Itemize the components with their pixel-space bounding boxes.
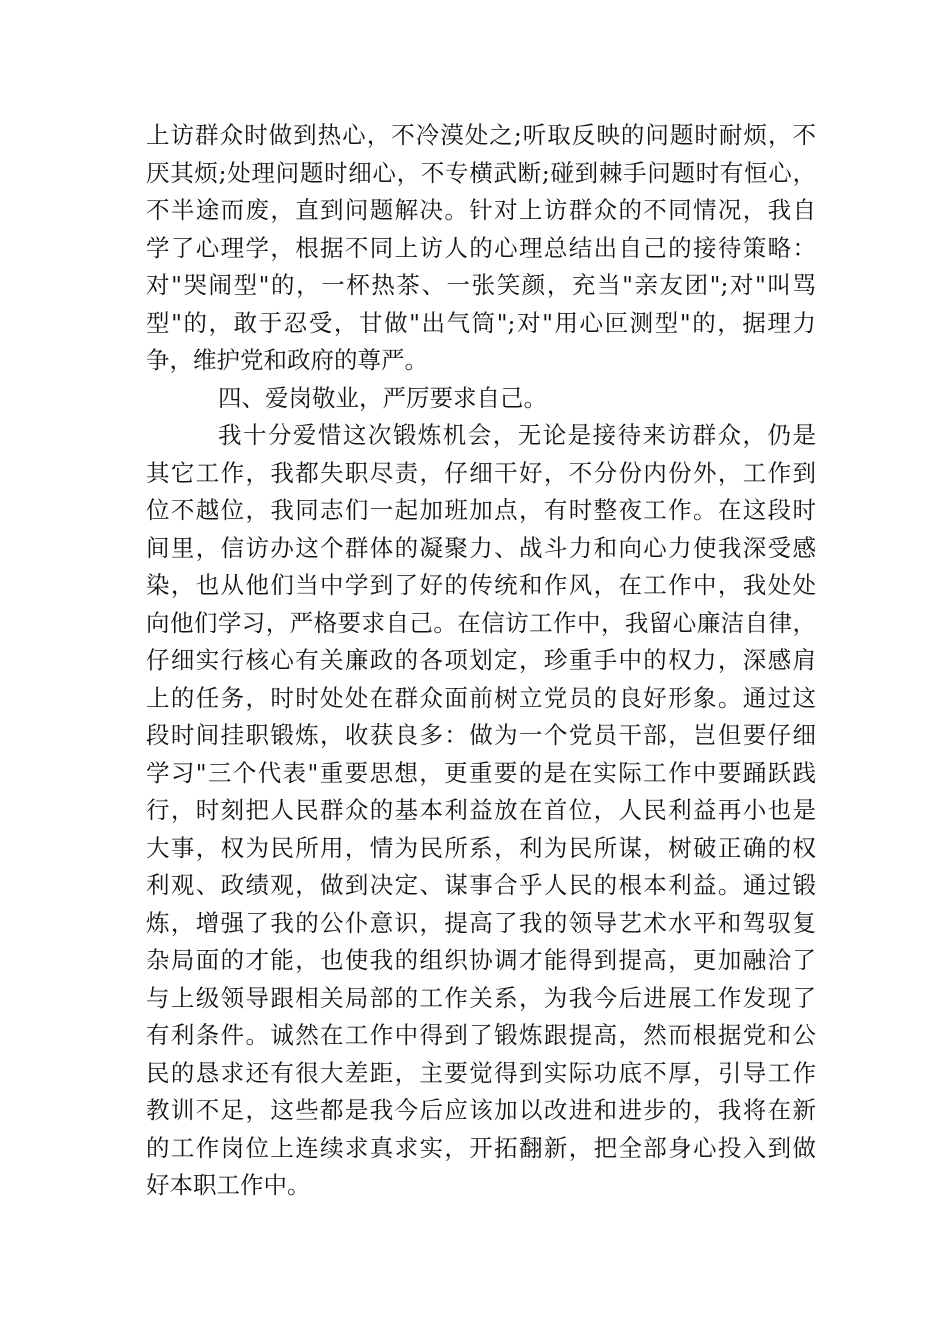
- text-line: 杂局面的才能，也使我的组织协调才能得到提高，更加融洽了: [146, 946, 816, 974]
- text-line: 与上级领导跟相关局部的工作关系，为我今后进展工作发现了: [146, 983, 816, 1012]
- text-line: 位不越位，我同志们一起加班加点，有时整夜工作。在这段时: [146, 496, 816, 524]
- text-line: 争，维护党和政府的尊严。: [146, 346, 428, 374]
- text-line: 向他们学习，严格要求自己。在信访工作中，我留心廉洁自律，: [146, 608, 816, 637]
- text-line: 行，时刻把人民群众的基本利益放在首位，人民利益再小也是: [146, 796, 816, 824]
- text-line: 型"的，敢于忍受，甘做"出气筒";对"用心叵测型"的，据理力: [146, 308, 816, 337]
- text-line: 好本职工作中。: [146, 1171, 311, 1199]
- text-line: 炼，增强了我的公仆意识，提高了我的领导艺术水平和驾驭复: [146, 908, 816, 937]
- text-line: 间里，信访办这个群体的凝聚力、战斗力和向心力使我深受感: [146, 533, 816, 562]
- text-line: 上的任务，时时处处在群众面前树立党员的良好形象。通过这: [146, 683, 816, 712]
- text-line: 有利条件。诚然在工作中得到了锻炼跟提高，然而根据党和公: [146, 1021, 816, 1049]
- body-text: [146, 117, 816, 1205]
- text-line: 对"哭闹型"的，一杯热茶、一张笑颜，充当"亲友团";对"叫骂: [146, 271, 816, 299]
- text-line: 上访群众时做到热心，不冷漠处之;听取反映的问题时耐烦，不: [146, 121, 816, 149]
- text-line: 的工作岗位上连续求真求实，开拓翻新，把全部身心投入到做: [146, 1133, 816, 1162]
- text-line: 利观、政绩观，做到决定、谋事合乎人民的根本利益。通过锻: [146, 871, 816, 899]
- text-line: 不半途而废，直到问题解决。针对上访群众的不同情况，我自: [146, 196, 816, 224]
- section-heading: 四、爱岗敬业，严厉要求自己。: [218, 383, 547, 412]
- text-line: 段时间挂职锻炼，收获良多：做为一个党员干部，岂但要仔细: [146, 721, 816, 749]
- text-line: 学习"三个代表"重要思想，更重要的是在实际工作中要踊跃践: [146, 758, 816, 787]
- text-line: 我十分爱惜这次锻炼机会，无论是接待来访群众，仍是: [218, 421, 816, 449]
- text-line: 其它工作，我都失职尽责，仔细干好，不分份内份外，工作到: [146, 458, 816, 487]
- text-line: 大事，权为民所用，情为民所系，利为民所谋，树破正确的权: [146, 833, 816, 862]
- text-line: 染，也从他们当中学到了好的传统和作风，在工作中，我处处: [146, 571, 816, 599]
- text-line: 教训不足，这些都是我今后应该加以改进和进步的，我将在新: [146, 1096, 816, 1124]
- text-line: 民的恳求还有很大差距，主要觉得到实际功底不厚，引导工作: [146, 1058, 816, 1087]
- text-line: 仔细实行核心有关廉政的各项划定，珍重手中的权力，深感肩: [146, 646, 816, 674]
- text-line: 学了心理学，根据不同上访人的心理总结出自己的接待策略：: [146, 233, 816, 262]
- text-line: 厌其烦;处理问题时细心，不专横武断;碰到棘手问题时有恒心，: [146, 158, 816, 187]
